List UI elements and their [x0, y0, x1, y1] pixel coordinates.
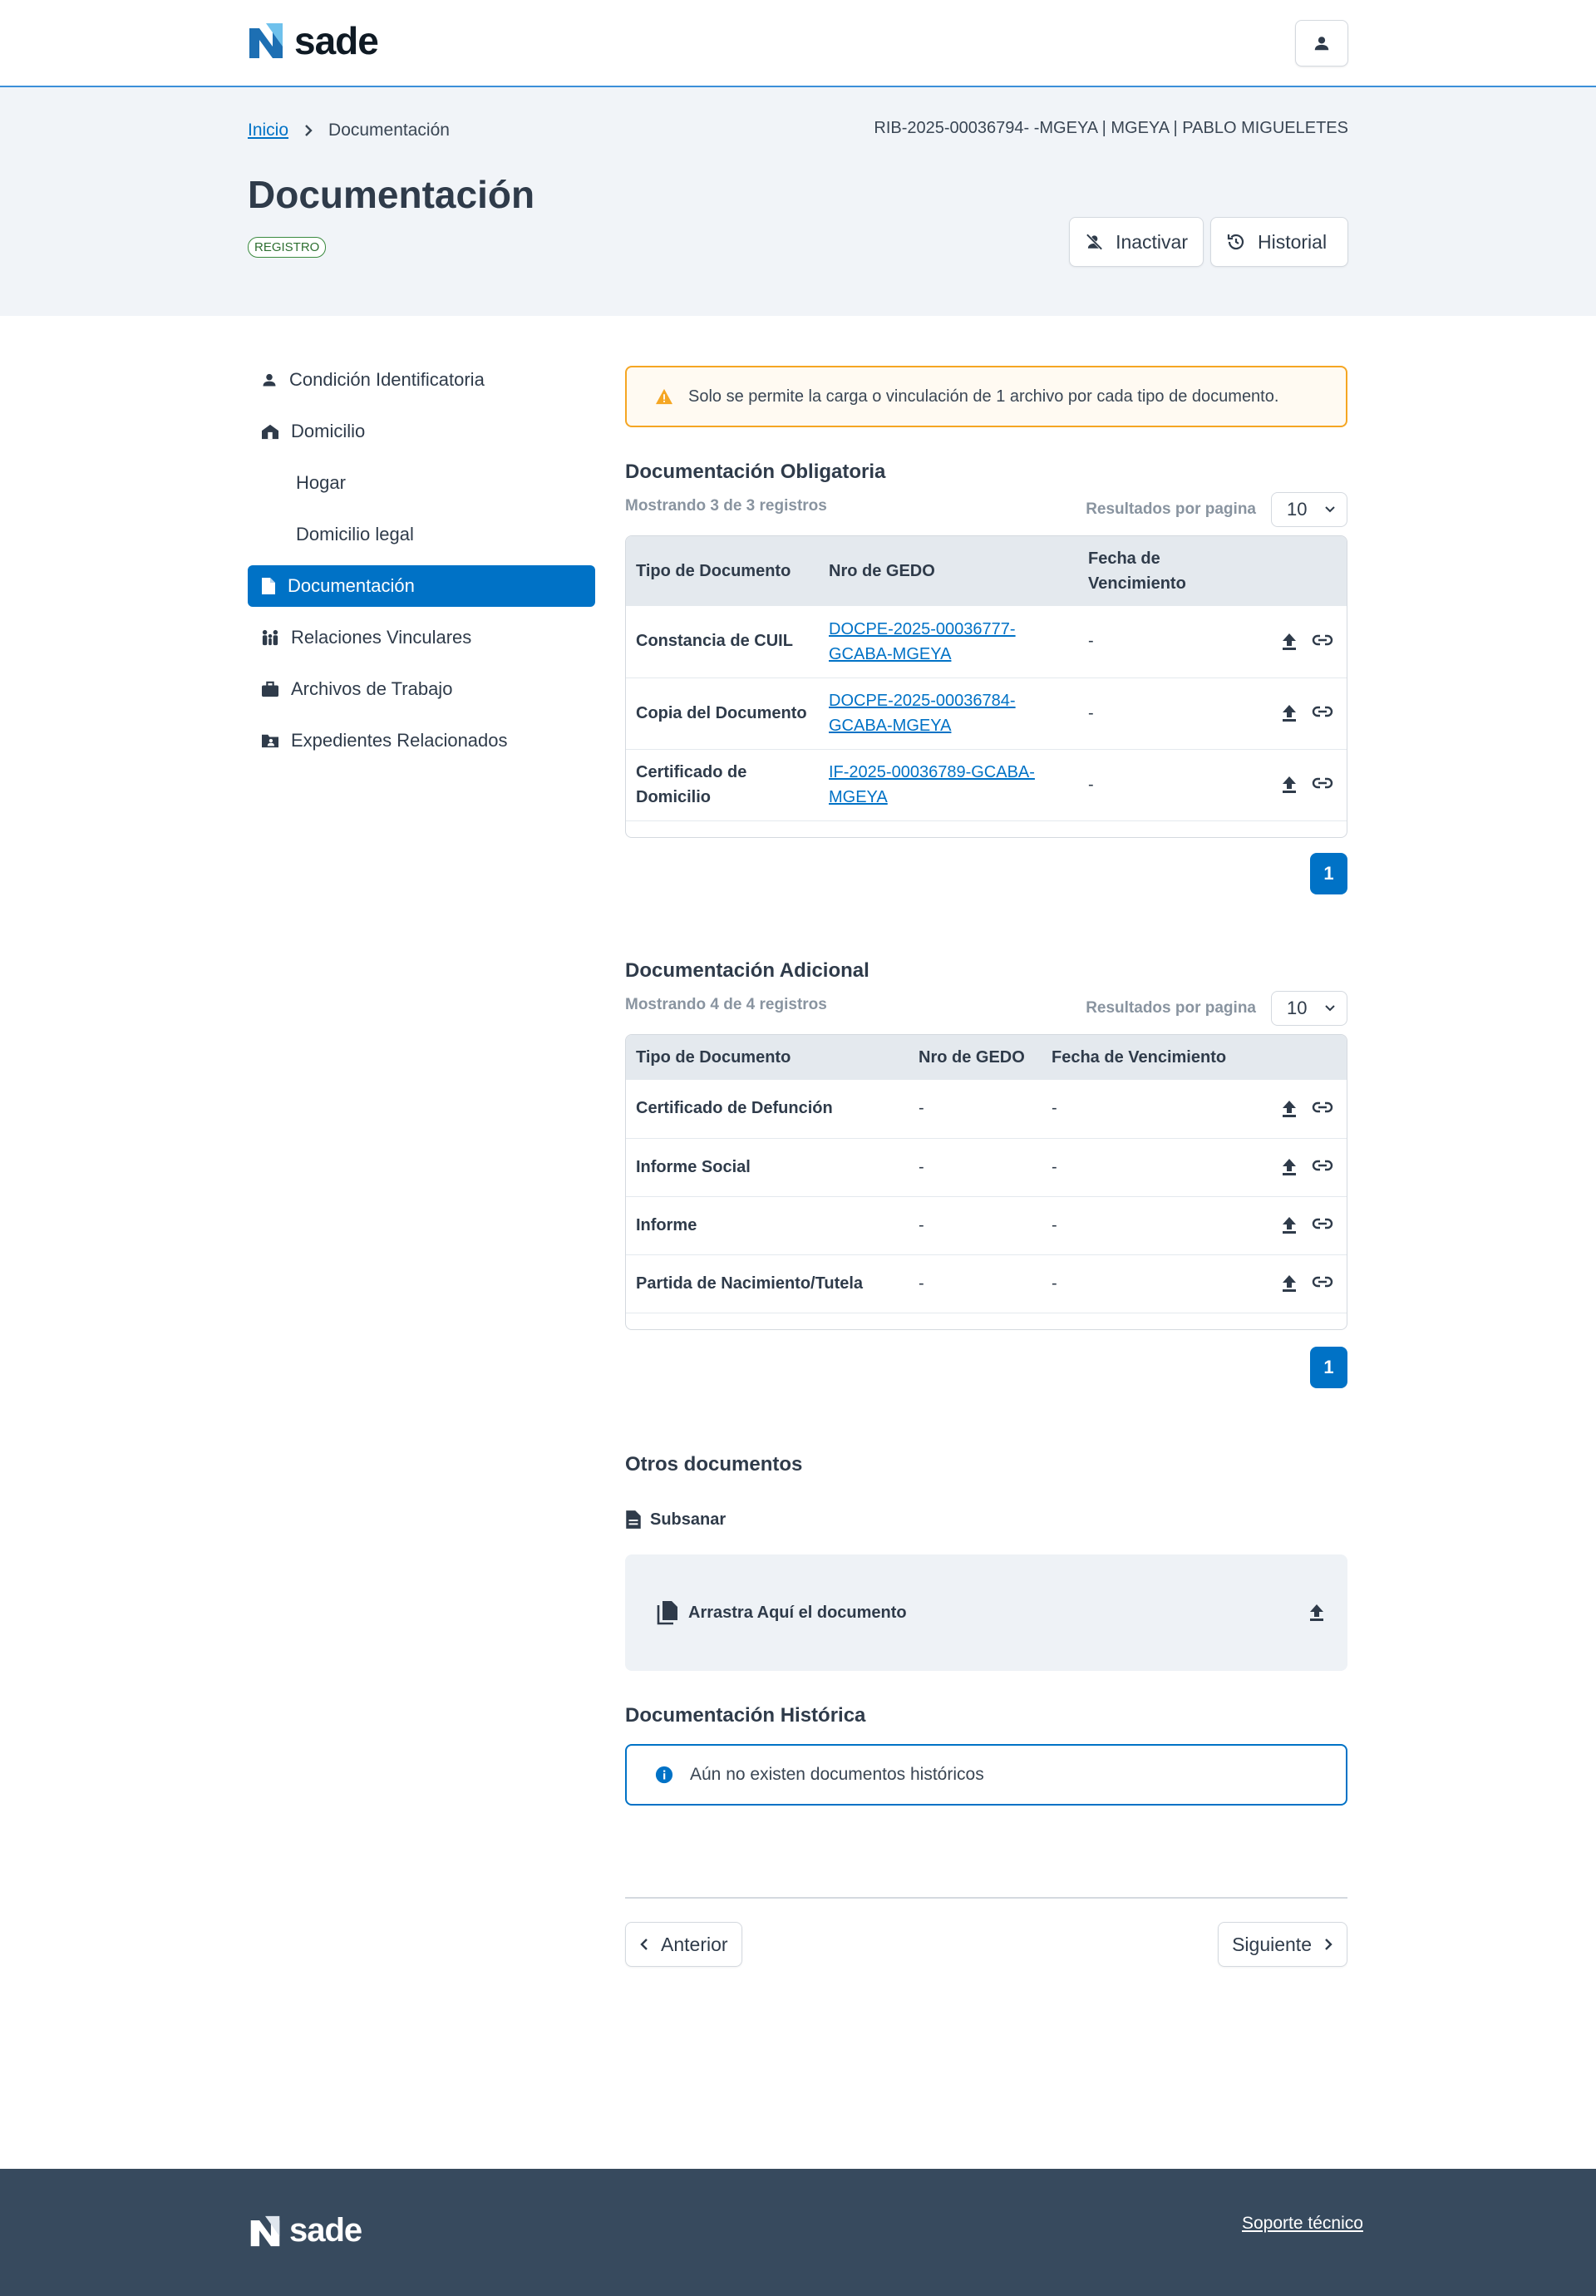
col-tipo: Tipo de Documento — [626, 1035, 909, 1080]
footer — [0, 2169, 1596, 2296]
table-row — [626, 1254, 1347, 1313]
page-title: Documentación — [248, 173, 535, 216]
sidebar-item-documentacion[interactable] — [248, 565, 595, 607]
person-icon — [261, 372, 278, 388]
cell-tipo: Copia del Documento — [626, 677, 819, 749]
cell-tipo: Certificado de Defunción — [626, 1080, 909, 1138]
breadcrumb-current: Documentación — [328, 121, 450, 140]
briefcase-icon — [261, 681, 279, 697]
cell-fecha: - — [1042, 1138, 1258, 1196]
family-icon — [261, 629, 279, 646]
link-icon[interactable] — [1312, 776, 1333, 791]
obligatoria-count: Mostrando 3 de 3 registros — [625, 497, 827, 515]
document-icon — [261, 577, 276, 595]
sade-logo-icon — [248, 22, 284, 60]
sidebar-item-condicion[interactable] — [248, 359, 595, 401]
step-navigation — [625, 1922, 1347, 1967]
upload-icon[interactable] — [1282, 1100, 1297, 1118]
page-button-1[interactable]: 1 — [1310, 853, 1347, 894]
table-row — [626, 1080, 1347, 1138]
historial-button[interactable] — [1210, 217, 1348, 267]
sidebar-item-label: Domicilio — [291, 421, 366, 441]
folder-person-icon — [261, 732, 279, 749]
footer-logo-text: sade — [289, 2212, 362, 2249]
chevron-left-icon — [639, 1938, 649, 1951]
sidebar-item-label: Relaciones Vinculares — [291, 627, 472, 648]
col-actions — [1203, 536, 1347, 606]
gedo-link[interactable]: DOCPE-2025-00036784-GCABA-MGEYA — [829, 692, 1016, 735]
table-header-row — [626, 1035, 1347, 1080]
chevron-right-icon — [1323, 1938, 1333, 1951]
sidebar-item-domicilio-legal[interactable] — [248, 514, 595, 555]
cell-tipo: Constancia de CUIL — [626, 606, 819, 677]
cell-fecha: - — [1042, 1196, 1258, 1254]
subsanar-label: Subsanar — [650, 1510, 727, 1529]
adicional-pagination — [625, 1347, 1347, 1388]
cell-fecha: - — [1042, 1254, 1258, 1313]
info-icon — [655, 1766, 673, 1784]
table-row — [626, 1196, 1347, 1254]
link-icon[interactable] — [1312, 1216, 1333, 1231]
document-icon — [625, 1510, 642, 1530]
anterior-label: Anterior — [661, 1933, 728, 1955]
col-tipo: Tipo de Documento — [626, 536, 819, 606]
col-gedo: Nro de GEDO — [819, 536, 1078, 606]
history-icon — [1226, 232, 1246, 252]
upload-icon[interactable] — [1282, 633, 1297, 651]
table-row — [626, 1138, 1347, 1196]
sidebar-item-label: Condición Identificatoria — [289, 369, 485, 390]
warning-icon — [655, 388, 673, 405]
table-row — [626, 606, 1347, 677]
user-menu-button[interactable] — [1295, 20, 1348, 67]
rpp-label: Resultados por pagina — [1086, 500, 1256, 518]
adicional-table — [625, 1034, 1347, 1330]
link-icon[interactable] — [1312, 1158, 1333, 1173]
upload-icon[interactable] — [1282, 1158, 1297, 1176]
link-icon[interactable] — [1312, 704, 1333, 719]
main-content — [625, 366, 1347, 1967]
rpp-value: 10 — [1287, 998, 1308, 1018]
sidebar-item-expedientes[interactable] — [248, 720, 595, 761]
cell-tipo: Informe Social — [626, 1138, 909, 1196]
page-button-1[interactable]: 1 — [1310, 1347, 1347, 1388]
rpp-select[interactable] — [1271, 492, 1347, 527]
link-icon[interactable] — [1312, 1274, 1333, 1289]
cell-gedo: - — [909, 1080, 1042, 1138]
info-alert — [625, 1744, 1347, 1806]
col-fecha: Fecha de Vencimiento — [1042, 1035, 1258, 1080]
inactivar-label: Inactivar — [1116, 230, 1188, 253]
upload-icon[interactable] — [1282, 1274, 1297, 1293]
col-fecha: Fecha de Vencimiento — [1078, 536, 1203, 606]
chevron-right-icon — [303, 124, 313, 137]
divider — [625, 1897, 1347, 1899]
sade-logo[interactable] — [248, 18, 378, 63]
cell-tipo: Partida de Nacimiento/Tutela — [626, 1254, 909, 1313]
adicional-countline — [625, 991, 1347, 1026]
table-header-row — [626, 536, 1347, 606]
subsanar-row — [625, 1510, 1347, 1530]
sidebar-item-label: Documentación — [288, 575, 415, 596]
cell-tipo: Certificado de Domicilio — [626, 749, 819, 820]
upload-icon[interactable] — [1282, 704, 1297, 722]
copy-file-icon — [657, 1600, 680, 1625]
upload-icon[interactable] — [1282, 1216, 1297, 1234]
obligatoria-pagination — [625, 853, 1347, 894]
cell-fecha: - — [1042, 1080, 1258, 1138]
siguiente-button[interactable] — [1218, 1922, 1347, 1967]
record-meta: RIB-2025-00036794- -MGEYA | MGEYA | PABLO MIGUELETES — [874, 119, 1348, 137]
sidebar-nav — [248, 359, 595, 771]
sidebar-item-domicilio[interactable] — [248, 411, 595, 452]
historica-title: Documentación Histórica — [625, 1704, 866, 1727]
cell-gedo: - — [909, 1138, 1042, 1196]
otros-title: Otros documentos — [625, 1453, 803, 1476]
info-text: Aún no existen documentos históricos — [690, 1765, 984, 1784]
sidebar-item-relaciones[interactable] — [248, 617, 595, 658]
rpp-value: 10 — [1287, 499, 1308, 520]
dropzone-label: Arrastra Aquí el documento — [688, 1603, 907, 1622]
adicional-count: Mostrando 4 de 4 registros — [625, 996, 827, 1013]
anterior-button[interactable] — [625, 1922, 742, 1967]
page-header — [0, 87, 1596, 316]
gedo-link[interactable]: IF-2025-00036789-GCABA-MGEYA — [829, 763, 1035, 806]
obligatoria-countline — [625, 492, 1347, 527]
chevron-down-icon — [1325, 1005, 1335, 1012]
warning-text: Solo se permite la carga o vinculación de 1 archivo por cada tipo de documento. — [688, 387, 1279, 406]
siguiente-label: Siguiente — [1232, 1933, 1312, 1955]
chevron-down-icon — [1325, 506, 1335, 513]
cell-fecha: - — [1078, 749, 1203, 820]
cell-tipo: Informe — [626, 1196, 909, 1254]
logo-text: sade — [294, 19, 378, 62]
link-icon[interactable] — [1312, 633, 1333, 648]
table-row — [626, 749, 1347, 820]
historial-label: Historial — [1258, 230, 1328, 253]
sidebar-item-label: Archivos de Trabajo — [291, 678, 453, 699]
footer-logo — [249, 2212, 362, 2249]
upload-icon[interactable] — [1282, 776, 1297, 794]
cell-fecha: - — [1078, 677, 1203, 749]
rows-per-page — [1086, 492, 1347, 527]
upload-icon[interactable] — [1309, 1604, 1324, 1622]
gedo-link[interactable]: DOCPE-2025-00036777-GCABA-MGEYA — [829, 619, 1016, 663]
link-icon[interactable] — [1312, 1100, 1333, 1115]
col-actions — [1258, 1035, 1347, 1080]
rpp-select[interactable] — [1271, 991, 1347, 1026]
sidebar-item-archivos[interactable] — [248, 668, 595, 710]
cell-gedo: - — [909, 1196, 1042, 1254]
status-badge: REGISTRO — [248, 237, 326, 258]
warning-alert — [625, 366, 1347, 427]
sidebar-item-label: Hogar — [296, 472, 346, 493]
sidebar-item-hogar[interactable] — [248, 462, 595, 504]
person-off-icon — [1085, 232, 1104, 252]
user-icon — [1313, 34, 1331, 52]
adicional-title: Documentación Adicional — [625, 959, 869, 982]
sidebar-item-label: Expedientes Relacionados — [291, 730, 508, 751]
cell-fecha: - — [1078, 606, 1203, 677]
rows-per-page — [1086, 991, 1347, 1026]
breadcrumb — [248, 121, 450, 140]
support-link[interactable]: Soporte técnico — [1242, 2214, 1363, 2233]
sade-logo-icon — [249, 2215, 281, 2248]
cell-gedo: - — [909, 1254, 1042, 1313]
sidebar-item-label: Domicilio legal — [296, 524, 414, 544]
top-navbar — [0, 0, 1596, 87]
inactivar-button[interactable] — [1069, 217, 1204, 267]
obligatoria-table — [625, 535, 1347, 838]
rpp-label: Resultados por pagina — [1086, 999, 1256, 1017]
house-icon — [261, 423, 279, 440]
table-row — [626, 677, 1347, 749]
breadcrumb-home-link[interactable]: Inicio — [248, 121, 289, 140]
file-dropzone[interactable] — [625, 1554, 1347, 1671]
col-gedo: Nro de GEDO — [909, 1035, 1042, 1080]
obligatoria-title: Documentación Obligatoria — [625, 461, 886, 483]
